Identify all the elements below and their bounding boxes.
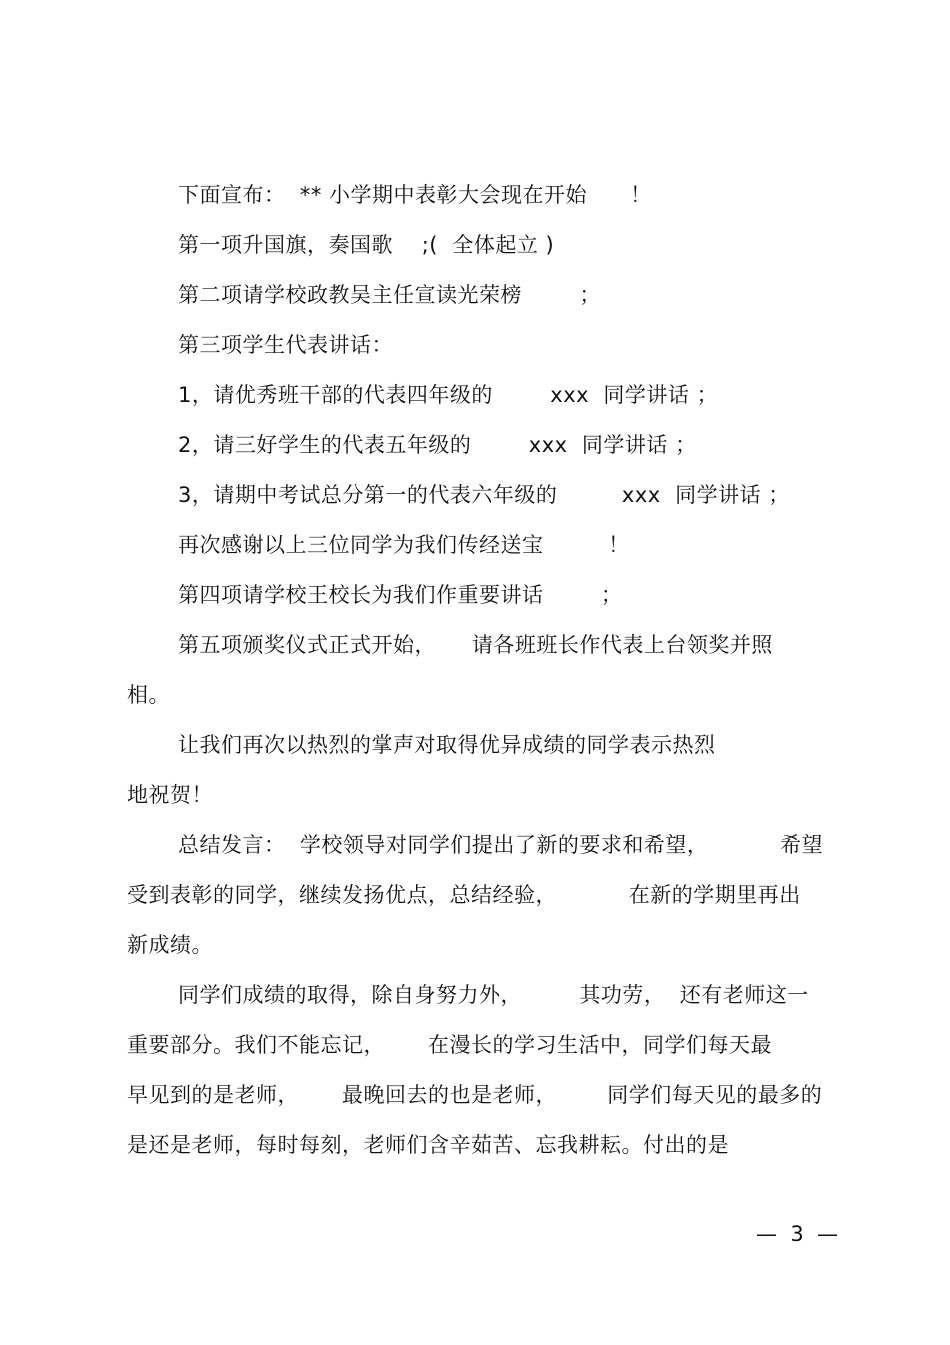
text-line-20: 是还是老师，每时每刻，老师们含辛茹苦、忘我耕耘。付出的是 (127, 1133, 729, 1157)
page-number: — 3 — (756, 1222, 839, 1246)
text-line-5: 1，请优秀班干部的代表四年级的 xxx 同学讲话 ； (178, 383, 719, 407)
text-line-15: 受到表彰的同学，继续发扬优点，总结经验， 在新的学期里再出 (127, 883, 801, 907)
text-line-8: 再次感谢以上三位同学为我们传经送宝 ！ (178, 533, 630, 557)
text-line-12: 让我们再次以热烈的掌声对取得优异成绩的同学表示热烈 (178, 733, 716, 757)
text-line-11: 相。 (127, 683, 170, 707)
text-line-10: 第五项颁奖仪式正式开始， 请各班班长作代表上台领奖并照 (178, 633, 773, 657)
text-line-14: 总结发言： 学校领导对同学们提出了新的要求和希望， 希望 (178, 833, 824, 857)
text-line-17: 同学们成绩的取得，除自身努力外， 其功劳， 还有老师这一 (178, 983, 809, 1007)
text-line-9: 第四项请学校王校长为我们作重要讲话 ； (178, 583, 623, 607)
text-line-18: 重要部分。我们不能忘记， 在漫长的学习生活中，同学们每天最 (127, 1033, 773, 1057)
text-line-6: 2，请三好学生的代表五年级的 xxx 同学讲话 ； (178, 433, 697, 457)
text-line-1: 下面宣布： ** 小学期中表彰大会现在开始 ！ (178, 183, 652, 207)
text-line-3: 第二项请学校政教吴主任宣读光荣榜 ； (178, 283, 601, 307)
text-line-19: 早见到的是老师， 最晚回去的也是老师， 同学们每天见的最多的 (127, 1083, 823, 1107)
text-line-7: 3，请期中考试总分第一的代表六年级的 xxx 同学讲话 ； (178, 483, 790, 507)
text-line-13: 地祝贺！ (127, 783, 213, 807)
text-line-2: 第一项升国旗，奏国歌 ;( 全体起立 ) (178, 233, 555, 257)
text-line-16: 新成绩。 (127, 933, 213, 957)
text-line-4: 第三项学生代表讲话： (178, 333, 393, 357)
